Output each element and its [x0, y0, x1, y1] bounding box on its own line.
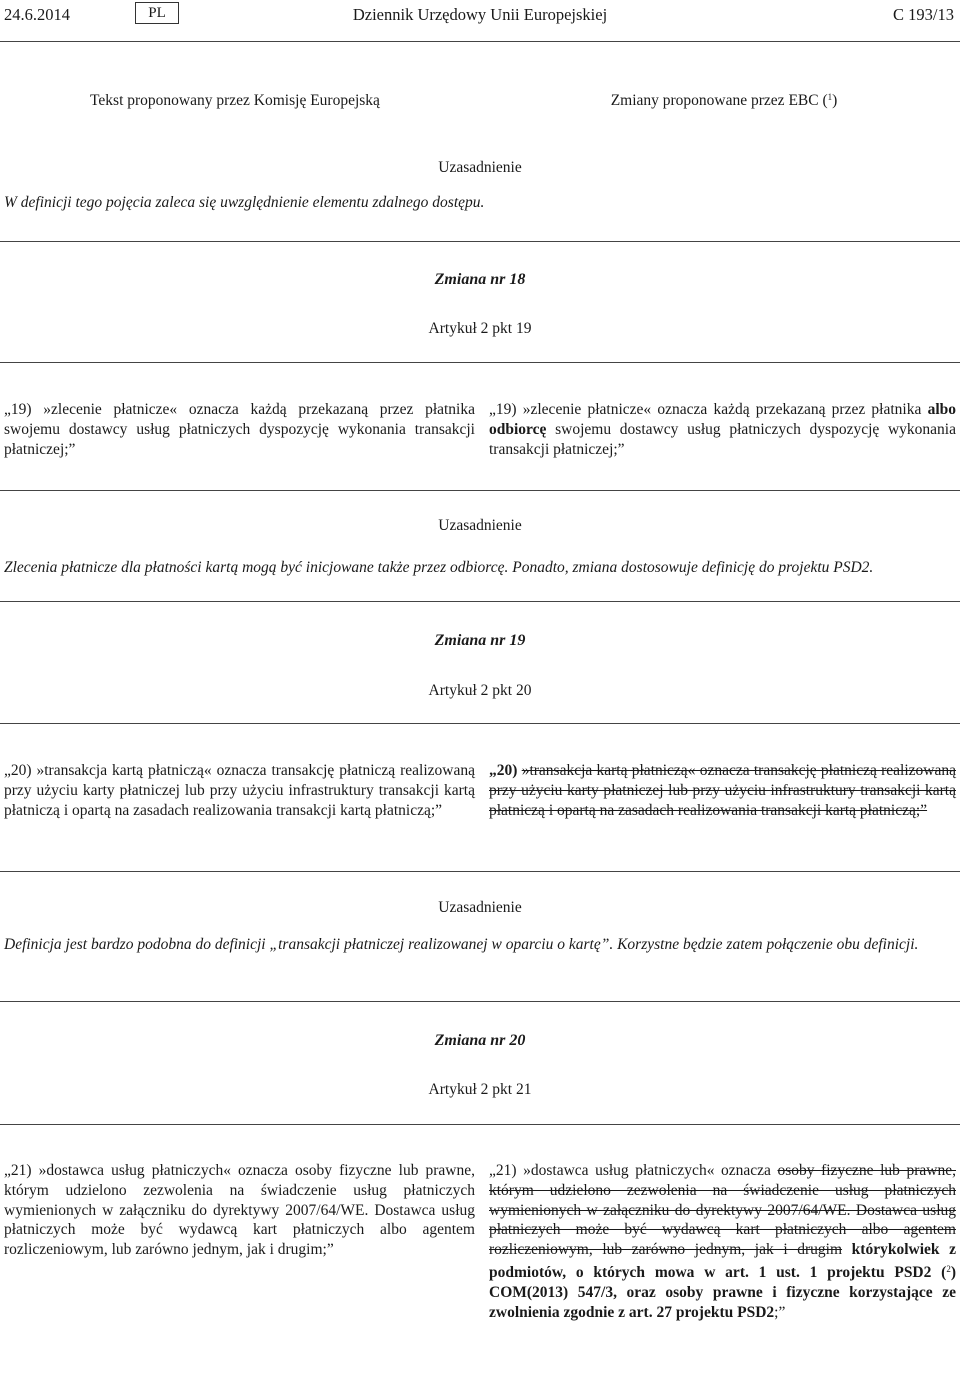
ecb-text: „21) »dostawca usług płatniczych« oznacza osoby fizyczne lub prawne, którym udzielono zezwolenia na świadczenie usług płatniczych wymienionych w załączniku do dyrektywy 2007/64/WE. Dostawca usług płatniczych może być wydawcą kart płatniczych albo agentem rozliczeniowym, lub zarówno jednym, jak i drugim którykolwiek z podmiotów, o których mowa w art. 1 ust. 1 projektu PSD2 ($^2$) COM(2013) 547/3, oraz osoby prawne i fizyczne korzystające ze zwolnienia zgodnie z art. 27 projektu PSD2;” [489, 1162, 956, 1321]
journal-header [0, 0, 960, 30]
page-reference: C 193/13 [893, 5, 954, 24]
table-rule [0, 871, 960, 872]
article-reference: Artykuł 2 pkt 20 [428, 682, 532, 699]
commission-text: „20) »transakcja kartą płatniczą« oznacza transakcję płatniczą realizowaną przy użyciu karty płatniczej lub przy użyciu infrastruktury transakcji kartą płatniczą i opartą na zasadach realizowania transakcji kartą płatniczą;” [4, 762, 475, 819]
article-reference: Artykuł 2 pkt 19 [428, 320, 532, 337]
publication-date: 24.6.2014 [4, 5, 70, 24]
table-rule [0, 723, 960, 724]
justification-heading: Uzasadnienie [438, 517, 522, 534]
commission-text: „21) »dostawca usług płatniczych« oznacza osoby fizyczne lub prawne, którym udzielono zezwolenia na świadczenie usług płatniczych wymienionych w załączniku do dyrektywy 2007/64/WE. Dostawca usług płatniczych może być wydawcą kart płatniczych albo agentem rozliczeniowym, lub zarówno jednym, jak i drugim;” [4, 1162, 475, 1259]
section-rule [0, 601, 960, 602]
justification-text: W definicji tego pojęcia zaleca się uwzględnienie elementu zdalnego dostępu. [4, 194, 485, 211]
language-badge: PL [135, 2, 179, 24]
header-rule [0, 41, 960, 42]
table-rule [0, 362, 960, 363]
amendment-title: Zmiana nr 18 [434, 271, 526, 288]
section-rule [0, 241, 960, 242]
commission-text: „19) »zlecenie płatnicze« oznacza każdą przekazaną przez płatnika swojemu dostawcy usług płatniczych dyspozycję wykonania transakcji płatniczej;” [4, 401, 475, 458]
ecb-text: „20) »transakcja kartą płatniczą« oznacza transakcję płatniczą realizowaną przy użyciu karty płatniczej lub przy użyciu infrastruktury transakcji kartą płatniczą i opartą na zasadach realizowania transakcji kartą płatniczą;” [489, 762, 956, 819]
article-reference: Artykuł 2 pkt 21 [428, 1081, 532, 1098]
table-rule [0, 1124, 960, 1125]
justification-heading: Uzasadnienie [438, 899, 522, 916]
journal-title: Dziennik Urzędowy Unii Europejskiej [352, 5, 608, 24]
section-rule [0, 1001, 960, 1002]
amendment-title: Zmiana nr 20 [434, 1032, 526, 1049]
justification-text: Zlecenia płatnicze dla płatności kartą mogą być inicjowane także przez odbiorcę. Ponadto, zmiana dostosowuje definicję do projektu PSD2. [4, 559, 874, 576]
justification-heading: Uzasadnienie [438, 159, 522, 176]
column-header-commission: Tekst proponowany przez Komisję Europejską [90, 92, 380, 109]
table-rule [0, 490, 960, 491]
column-header-ecb: Zmiany proponowane przez EBC ($^1$) [610, 92, 838, 109]
ecb-text: „19) »zlecenie płatnicze« oznacza każdą przekazaną przez płatnika albo odbiorcę swojemu dostawcy usług płatniczych dyspozycję wykonania transakcji płatniczej;” [489, 401, 956, 458]
amendment-title: Zmiana nr 19 [434, 632, 526, 649]
justification-text: Definicja jest bardzo podobna do definicji „transakcji płatniczej realizowanej w oparciu o kartę”. Korzystne będzie zatem połączenie obu definicji. [4, 936, 919, 953]
